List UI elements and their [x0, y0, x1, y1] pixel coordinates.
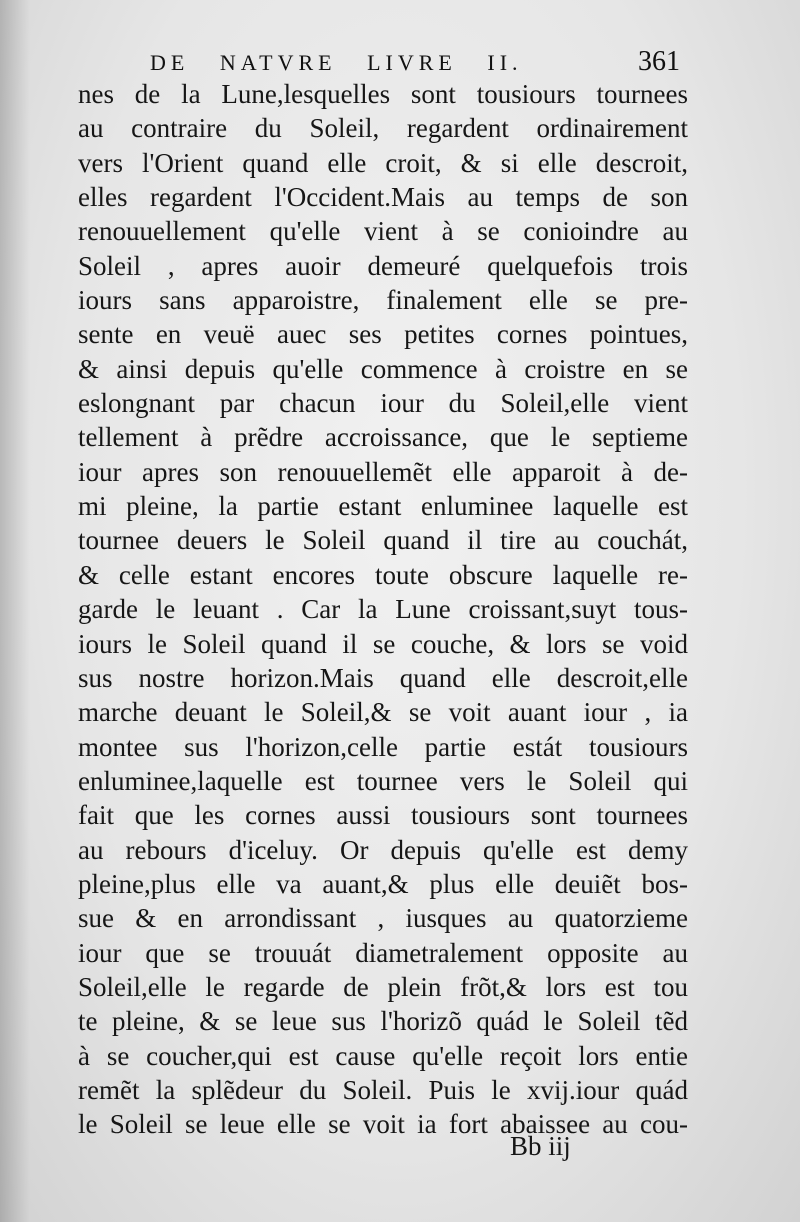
text-line: renouuellement qu'elle vient à se conioindre au: [78, 216, 688, 247]
text-line: le Soleil se leue elle se voit ia fort abaissee au cou-: [78, 1109, 688, 1140]
page-number: 361: [638, 46, 680, 77]
text-line: te pleine, & se leue sus l'horizõ quád le Soleil tẽd: [78, 1006, 688, 1037]
text-line: au contraire du Soleil, regardent ordinairement: [78, 113, 688, 144]
text-line: sente en veuë auec ses petites cornes pointues,: [78, 319, 688, 350]
text-line: marche deuant le Soleil,& se voit auant iour , ia: [78, 697, 688, 728]
text-line: vers l'Orient quand elle croit, & si elle descroit,: [78, 147, 688, 178]
text-line: sus nostre horizon.Mais quand elle descroit,elle: [78, 662, 688, 693]
text-line: enluminee,laquelle est tournee vers le Soleil qui: [78, 765, 688, 796]
text-line: nes de la Lune,lesquelles sont tousiours tournees: [78, 79, 688, 109]
text-line: & celle estant encores toute obscure laquelle re-: [78, 559, 688, 590]
text-line: tournee deuers le Soleil quand il tire au couchát,: [78, 525, 688, 556]
text-line: eslongnant par chacun iour du Soleil,elle vient: [78, 388, 688, 419]
text-line: pleine,plus elle va auant,& plus elle deuiẽt bos-: [78, 868, 688, 899]
text-line: fait que les cornes aussi tousiours sont tournees: [78, 800, 688, 831]
text-line: garde le leuant . Car la Lune croissant,suyt tous-: [78, 594, 688, 625]
text-line: iours sans apparoistre, finalement elle se pre-: [78, 285, 688, 316]
text-line: sue & en arrondissant , iusques au quatorzieme: [78, 903, 688, 934]
text-line: Soleil,elle le regarde de plein frõt,& lors est tou: [78, 971, 688, 1002]
text-line: remẽt la splẽdeur du Soleil. Puis le xvij.iour quád: [78, 1074, 688, 1105]
signature-mark: Bb iij: [510, 1131, 571, 1161]
text-line: iour apres son renouuellemẽt elle apparoit à de-: [78, 456, 688, 487]
text-line: iours le Soleil quand il se couche, & lors se void: [78, 628, 688, 659]
text-line: tellement à prẽdre accroissance, que le septieme: [78, 422, 688, 453]
body-text: [78, 77, 688, 1142]
text-line: montee sus l'horizon,celle partie estát tousiours: [78, 731, 688, 762]
text-line: elles regardent l'Occident.Mais au temps de son: [78, 182, 688, 213]
text-line: au rebours d'iceluy. Or depuis qu'elle est demy: [78, 834, 688, 865]
text-line: & ainsi depuis qu'elle commence à croistre en se: [78, 353, 688, 384]
text-line: mi pleine, la partie estant enluminee laquelle est: [78, 491, 688, 522]
text-line: iour que se trouuát diametralement opposite au: [78, 937, 688, 968]
running-head: DE NATVRE LIVRE II.: [150, 50, 523, 75]
text-line: à se coucher,qui est cause qu'elle reçoit lors entie: [78, 1040, 688, 1071]
text-line: Soleil , apres auoir demeuré quelquefois trois: [78, 250, 688, 281]
